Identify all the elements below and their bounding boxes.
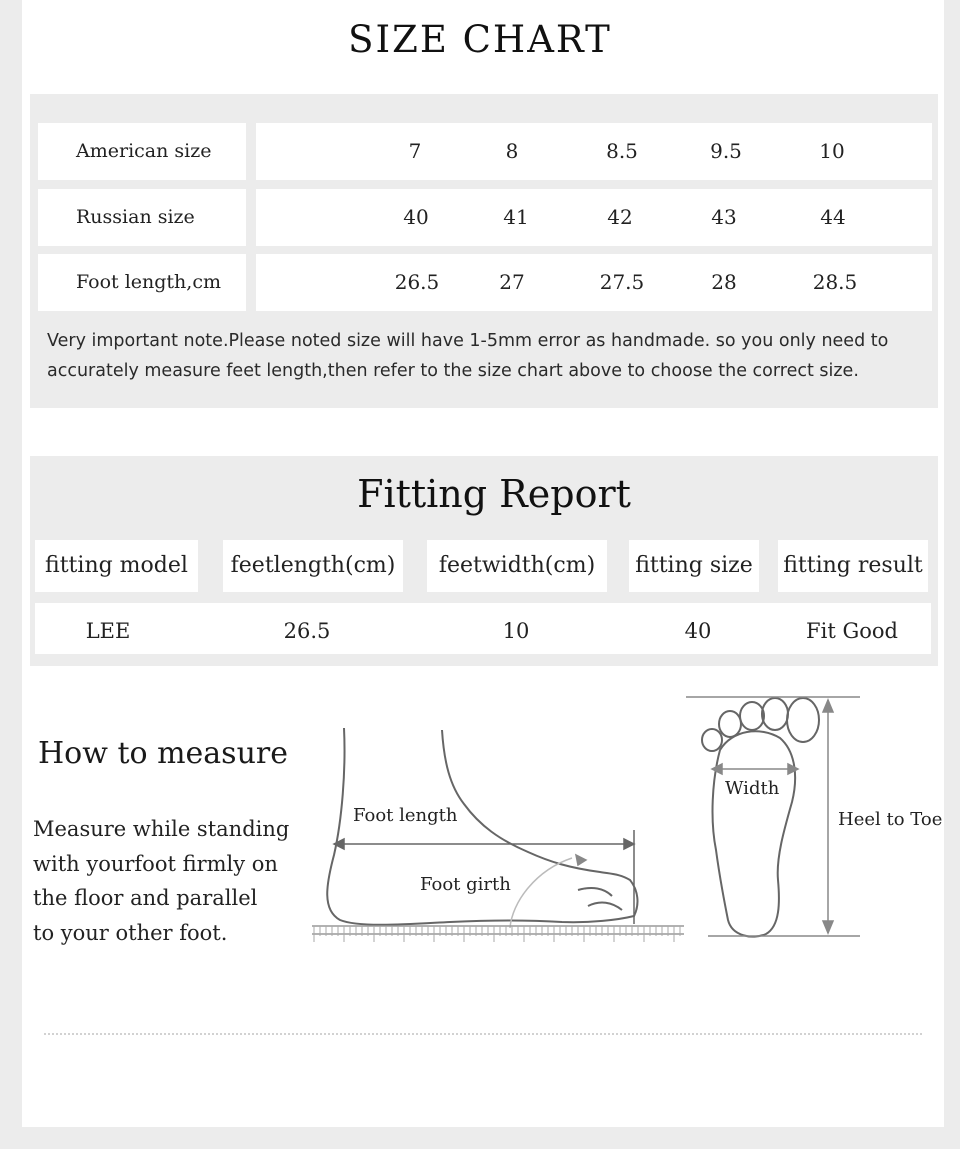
size-cell: 41 — [503, 205, 529, 229]
fitting-header-cell: feetlength(cm) — [223, 540, 403, 592]
fitting-data-cell: 40 — [684, 619, 712, 643]
size-note — [47, 326, 927, 386]
fitting-header-cell: fitting result — [778, 540, 928, 592]
how-to-measure-title: How to measure — [38, 736, 288, 771]
how-to-measure-instructions — [33, 812, 333, 950]
size-cell: 10 — [819, 139, 845, 163]
side-foot-icon — [327, 728, 637, 928]
size-note-line: Very important note.Please noted size will have 1-5mm error as handmade. so you only need to — [47, 331, 889, 351]
foot-girth-arrow-icon — [576, 855, 586, 865]
fitting-report-title: Fitting Report — [357, 472, 631, 516]
size-row-russian — [38, 189, 932, 246]
fitting-data-row — [35, 603, 931, 654]
fitting-data-cell: 10 — [502, 619, 530, 643]
width-label: Width — [725, 778, 780, 799]
size-cell: 8 — [505, 139, 519, 163]
fitting-header-cell: fitting size — [629, 540, 759, 592]
size-cell: 9.5 — [710, 139, 742, 163]
fitting-data-cell: LEE — [85, 619, 131, 643]
size-cell: 43 — [711, 205, 737, 229]
instruction-line: to your other foot. — [33, 920, 228, 945]
size-cell: 7 — [408, 139, 422, 163]
foot-girth-label: Foot girth — [420, 874, 511, 895]
size-row-values — [256, 254, 932, 311]
instruction-line: Measure while standing — [33, 817, 290, 841]
size-note-line: accurately measure feet length,then refer to the size chart above to choose the correct size. — [47, 361, 859, 381]
size-cell: 40 — [403, 205, 429, 229]
foot-length-label: Foot length — [353, 805, 458, 826]
size-cell: 42 — [607, 205, 633, 229]
instruction-line: the floor and parallel — [33, 886, 258, 910]
size-cell: 28 — [711, 270, 737, 294]
size-row-foot-length — [38, 254, 932, 311]
size-row-label: Foot length,cm — [38, 254, 246, 311]
size-row-label: American size — [38, 123, 246, 180]
size-cell: 27.5 — [599, 270, 645, 294]
size-row-american — [38, 123, 932, 180]
heel-to-toe-label: Heel to Toe — [838, 809, 943, 830]
size-chart-title: SIZE CHART — [348, 18, 612, 61]
size-cell: 44 — [820, 205, 846, 229]
foot-measure-diagram — [300, 690, 960, 960]
fitting-header-cell: feetwidth(cm) — [427, 540, 607, 592]
size-cell: 27 — [499, 270, 525, 294]
fitting-data-cell: Fit Good — [806, 619, 898, 643]
sole-foot-icon — [702, 698, 819, 937]
size-row-label: Russian size — [38, 189, 246, 246]
width-arrow-icon — [712, 764, 798, 774]
fitting-data-cell: 26.5 — [283, 619, 331, 643]
instruction-line: with yourfoot firmly on — [33, 851, 278, 876]
size-row-values — [256, 189, 932, 246]
fitting-header-cell: fitting model — [35, 540, 198, 592]
fitting-report-panel — [30, 456, 938, 666]
size-cell: 8.5 — [606, 139, 638, 163]
size-cell: 28.5 — [812, 270, 858, 294]
dotted-divider — [44, 1033, 922, 1035]
size-row-values — [256, 123, 932, 180]
size-chart-panel — [30, 94, 938, 408]
size-cell: 26.5 — [394, 270, 440, 294]
